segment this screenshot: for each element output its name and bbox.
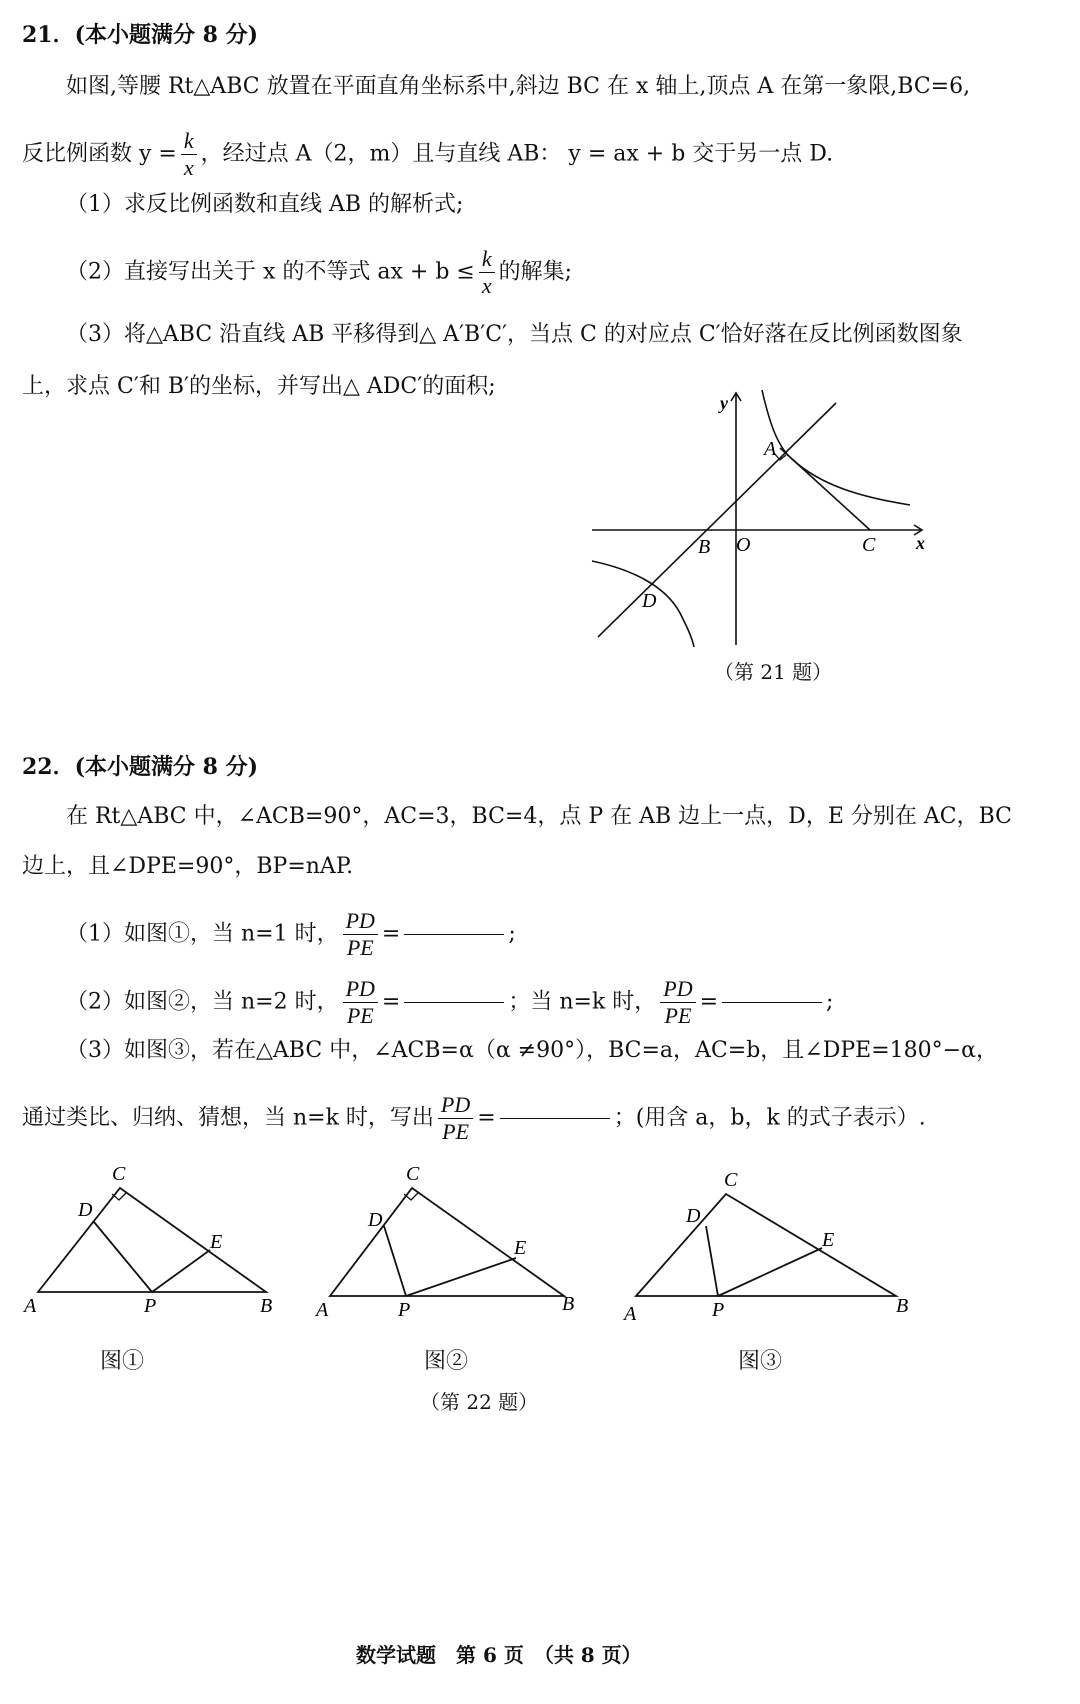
label-e: E — [822, 1229, 835, 1251]
fraction-pd-over-pe — [660, 976, 695, 1029]
q21-part2-end: 的解集; — [498, 259, 573, 285]
segment-pe — [152, 1250, 210, 1292]
q22-part2-start: （2）如图②，当 n=2 时， — [66, 989, 339, 1015]
fraction-numerator: PD — [343, 908, 378, 935]
q22-part3-start: 通过类比、归纳、猜想，当 n=k 时，写出 — [22, 1105, 434, 1131]
fraction-numerator: PD — [660, 976, 695, 1003]
q21-stem-line1: 如图,等腰 Rt△ABC 放置在平面直角坐标系中,斜边 BC 在 x 轴上,顶点 A 在第一象限,BC=6, — [66, 74, 971, 99]
label-a: A — [764, 438, 777, 460]
q22-stem-line2: 边上，且∠DPE=90°，BP=nAP. — [22, 854, 354, 879]
q21-part1: （1）求反比例函数和直线 AB 的解析式; — [66, 192, 464, 217]
label-d: D — [686, 1205, 701, 1227]
fraction-k-over-x — [181, 128, 197, 181]
triangle-abc — [38, 1188, 266, 1292]
q21-stem-line2-start: 反比例函数 y = — [22, 141, 177, 167]
fraction-denominator: PE — [664, 1003, 692, 1028]
fraction-denominator: PE — [346, 1003, 374, 1028]
hyperbola-branch-first-quadrant — [762, 390, 910, 505]
q21-part3-line1: （3）将△ABC 沿直线 AB 平移得到△ A′B′C′，当点 C 的对应点 C′恰好落在反比例函数图象 — [66, 322, 963, 347]
equals-sign: = — [699, 989, 719, 1015]
answer-blank-2[interactable] — [404, 1002, 504, 1003]
q22-figure-3 — [620, 1160, 920, 1330]
q22-figure-2 — [312, 1160, 592, 1330]
q22-part1-start: （1）如图①，当 n=1 时， — [66, 921, 339, 947]
equals-sign: = — [381, 989, 401, 1015]
fraction-pd-over-pe — [343, 976, 378, 1029]
q21-part3-line2: 上，求点 C′和 B′的坐标，并写出△ ADC′的面积; — [22, 374, 496, 399]
fraction-denominator: PE — [442, 1119, 470, 1144]
label-e: E — [514, 1237, 527, 1259]
answer-blank-1[interactable] — [404, 934, 504, 935]
page-footer: 数学试题 第 6 页 （共 8 页） — [356, 1643, 642, 1667]
q22-heading: 22．(本小题满分 8 分) — [22, 754, 259, 780]
segment-pd — [706, 1226, 718, 1296]
label-p: P — [398, 1299, 411, 1321]
answer-blank-3[interactable] — [722, 1002, 822, 1003]
semicolon: ; — [826, 989, 834, 1015]
segment-pd — [94, 1222, 152, 1292]
label-c: C — [112, 1163, 126, 1185]
q21-stem-line2 — [22, 128, 833, 181]
label-o: O — [736, 534, 751, 556]
q22-stem-line1: 在 Rt△ABC 中，∠ACB=90°，AC=3，BC=4，点 P 在 AB 边上一点，D，E 分别在 AC，BC — [66, 804, 1012, 829]
label-a: A — [24, 1295, 37, 1317]
label-c: C — [862, 534, 876, 556]
fraction-denominator: PE — [346, 935, 374, 960]
label-b: B — [562, 1293, 575, 1315]
fraction-numerator: k — [479, 246, 495, 273]
fraction-denominator: x — [481, 273, 492, 298]
q22-figure-1 — [20, 1160, 300, 1330]
q21-figure-caption: （第 21 题） — [714, 660, 833, 684]
fraction-numerator: k — [181, 128, 197, 155]
figure-2-label: 图② — [424, 1349, 469, 1374]
q22-part3-line1: （3）如图③，若在△ABC 中，∠ACB=α（α ≠90°），BC=a，AC=b，且∠DPE=180°−α， — [66, 1038, 998, 1063]
label-b: B — [698, 536, 711, 558]
q22-part1 — [66, 908, 516, 961]
triangle-abc — [636, 1194, 896, 1296]
label-y: y — [720, 393, 728, 413]
q22-figure-caption: （第 22 题） — [420, 1390, 539, 1414]
semicolon: ; — [508, 921, 516, 947]
label-d: D — [368, 1209, 383, 1231]
segment-pe — [406, 1258, 516, 1296]
label-x: x — [916, 533, 925, 553]
label-d: D — [642, 590, 657, 612]
q21-heading: 21．(本小题满分 8 分) — [22, 22, 259, 48]
fraction-numerator: PD — [438, 1092, 473, 1119]
q21-stem-line2-end: ，经过点 A（2，m）且与直线 AB： y = ax + b 交于另一点 D. — [200, 141, 834, 167]
equals-sign: = — [381, 921, 401, 947]
q22-part3-line2 — [22, 1092, 926, 1145]
fraction-k-over-x — [479, 246, 495, 299]
label-c: C — [406, 1163, 420, 1185]
equals-sign: = — [477, 1105, 496, 1131]
segment-ac — [780, 448, 870, 530]
segment-pe — [718, 1248, 822, 1296]
label-d: D — [78, 1199, 93, 1221]
q22-part2 — [66, 976, 833, 1029]
q21-coordinate-figure — [580, 385, 960, 685]
segment-pd — [384, 1226, 406, 1296]
q21-part2 — [66, 246, 572, 299]
label-p: P — [712, 1299, 725, 1321]
label-a: A — [624, 1303, 637, 1325]
label-e: E — [210, 1231, 223, 1253]
label-c: C — [724, 1169, 738, 1191]
fraction-denominator: x — [183, 155, 194, 180]
figure-1-label: 图① — [100, 1349, 145, 1374]
line-ab — [598, 403, 836, 637]
label-p: P — [144, 1295, 157, 1317]
figure-3-label: 图③ — [738, 1349, 783, 1374]
q21-part2-start: （2）直接写出关于 x 的不等式 ax + b ≤ — [66, 259, 475, 285]
fraction-pd-over-pe — [343, 908, 378, 961]
triangle-abc — [330, 1188, 564, 1296]
fraction-pd-over-pe — [438, 1092, 473, 1145]
label-a: A — [316, 1299, 329, 1321]
q22-part2-middle: ；当 n=k 时， — [508, 989, 657, 1015]
answer-blank-4[interactable] — [500, 1118, 610, 1119]
right-angle-mark — [404, 1193, 418, 1200]
fraction-numerator: PD — [343, 976, 378, 1003]
q22-part3-end: ；(用含 a，b，k 的式子表示）. — [613, 1105, 926, 1131]
label-b: B — [260, 1295, 273, 1317]
label-b: B — [896, 1295, 909, 1317]
